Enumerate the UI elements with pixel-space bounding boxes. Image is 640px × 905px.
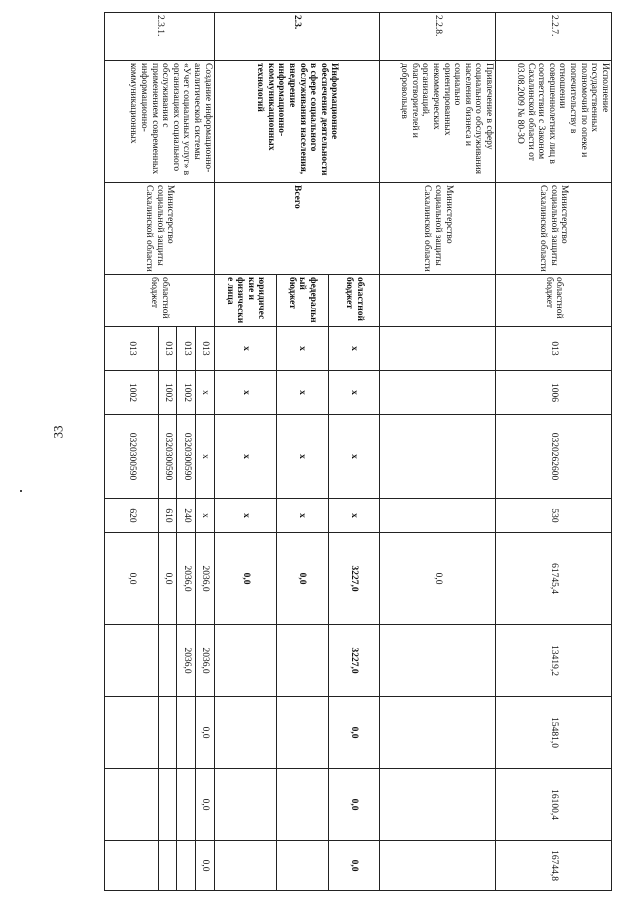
funding-source: областной бюджет	[328, 275, 380, 327]
value-2017	[214, 841, 276, 891]
csr-code: 0320262600	[496, 415, 612, 499]
value-2014	[105, 625, 159, 697]
value-2016	[380, 769, 496, 841]
value-2015	[158, 697, 177, 769]
table-row	[196, 13, 215, 891]
vr-code: х	[276, 499, 328, 533]
value-2016	[177, 769, 196, 841]
value-2015: 0,0	[328, 697, 380, 769]
value-2015: 0,0	[196, 697, 215, 769]
csr-code: х	[276, 415, 328, 499]
total-value: 0,0	[276, 533, 328, 625]
funding-source: юридические и физические лица	[214, 275, 276, 327]
value-2015	[105, 697, 159, 769]
value-2016: 0,0	[328, 769, 380, 841]
csr-code: х	[328, 415, 380, 499]
value-2014: 2036,0	[177, 625, 196, 697]
funding-source	[380, 275, 496, 327]
csr-code: 0320300590	[158, 415, 177, 499]
total-value: 0,0	[158, 533, 177, 625]
grbs-code: 013	[105, 327, 159, 371]
funding-source: областной бюджет	[105, 275, 215, 327]
csr-code: 0320300590	[177, 415, 196, 499]
vr-code: 620	[105, 499, 159, 533]
grbs-code: 013	[158, 327, 177, 371]
value-2014	[158, 625, 177, 697]
row-number: 2.2.8.	[380, 13, 496, 61]
rzpr-code: 1002	[105, 371, 159, 415]
value-2015	[214, 697, 276, 769]
value-2016	[214, 769, 276, 841]
vr-code: х	[196, 499, 215, 533]
funding-source: областной бюджет	[496, 275, 612, 327]
measure-description: Привлечение в сферу социального обслуживания населения бизнеса и социально ориентированных некоммерческих организаций, благотворителей и добровольцев	[380, 61, 496, 183]
total-value: 2036,0	[196, 533, 215, 625]
executor: Министерство социальной защиты Сахалинской области	[105, 183, 215, 275]
grbs-code	[380, 327, 496, 371]
value-2015	[380, 697, 496, 769]
executor: Всего	[214, 183, 380, 275]
grbs-code: х	[214, 327, 276, 371]
measure-description: Информационное обеспечение деятельности в сфере социального обслуживания населения, внедрение информационно-коммуникационных технологий	[214, 61, 380, 183]
value-2017: 0,0	[196, 841, 215, 891]
vr-code: 530	[496, 499, 612, 533]
csr-code	[380, 415, 496, 499]
value-2014: 13419,2	[496, 625, 612, 697]
table-row	[496, 13, 612, 891]
measure-description: Создание информационно-аналитической системы «Учет социальных услуг» в организациях социального обслуживания с применением современных информационно-коммуникационных	[105, 61, 215, 183]
total-value: 0,0	[105, 533, 159, 625]
grbs-code: х	[276, 327, 328, 371]
rzpr-code: х	[276, 371, 328, 415]
total-value: 0,0	[214, 533, 276, 625]
rzpr-code: х	[196, 371, 215, 415]
row-number: 2.2.7.	[496, 13, 612, 61]
vr-code: х	[328, 499, 380, 533]
value-2017	[105, 841, 159, 891]
csr-code: х	[214, 415, 276, 499]
vr-code: 610	[158, 499, 177, 533]
rzpr-code: 1006	[496, 371, 612, 415]
rzpr-code	[380, 371, 496, 415]
value-2014	[380, 625, 496, 697]
grbs-code: 013	[196, 327, 215, 371]
value-2017: 16744,8	[496, 841, 612, 891]
rotated-table-container	[104, 12, 612, 890]
rzpr-code: 1002	[177, 371, 196, 415]
grbs-code: 013	[496, 327, 612, 371]
value-2016: 0,0	[196, 769, 215, 841]
executor: Министерство социальной защиты Сахалинской области	[496, 183, 612, 275]
grbs-code: 013	[177, 327, 196, 371]
rzpr-code: 1002	[158, 371, 177, 415]
value-2014	[214, 625, 276, 697]
value-2016	[158, 769, 177, 841]
value-2017	[177, 841, 196, 891]
value-2014: 3227,0	[328, 625, 380, 697]
page-number: 33	[50, 425, 66, 439]
vr-code: 240	[177, 499, 196, 533]
vr-code	[380, 499, 496, 533]
rzpr-code: х	[328, 371, 380, 415]
value-2014	[276, 625, 328, 697]
measure-description: Исполнение государственных полномочий по опеке и попечительству в отношении совершеннолетних лиц в соответствии с Законом Сахалинской области от 03.08.2009 № 80-ЗО	[496, 61, 612, 183]
value-2016	[276, 769, 328, 841]
value-2015: 15481,0	[496, 697, 612, 769]
row-number: 2.3.	[214, 13, 380, 61]
total-value: 2036,0	[177, 533, 196, 625]
row-number: 2.3.1.	[105, 13, 215, 61]
budget-table	[104, 12, 612, 891]
value-2016	[105, 769, 159, 841]
grbs-code: х	[328, 327, 380, 371]
funding-source: федеральный бюджет	[276, 275, 328, 327]
value-2015	[177, 697, 196, 769]
value-2014: 2036,0	[196, 625, 215, 697]
scan-speck	[20, 490, 22, 492]
value-2017: 0,0	[328, 841, 380, 891]
table-row	[380, 13, 496, 891]
csr-code: х	[196, 415, 215, 499]
executor: Министерство социальной защиты Сахалинской области	[380, 183, 496, 275]
csr-code: 0320300590	[105, 415, 159, 499]
value-2017	[380, 841, 496, 891]
table-row	[328, 13, 380, 891]
total-value: 0,0	[380, 533, 496, 625]
value-2017	[276, 841, 328, 891]
value-2015	[276, 697, 328, 769]
rzpr-code: х	[214, 371, 276, 415]
value-2016: 16100,4	[496, 769, 612, 841]
vr-code: х	[214, 499, 276, 533]
value-2017	[158, 841, 177, 891]
total-value: 61745,4	[496, 533, 612, 625]
total-value: 3227,0	[328, 533, 380, 625]
